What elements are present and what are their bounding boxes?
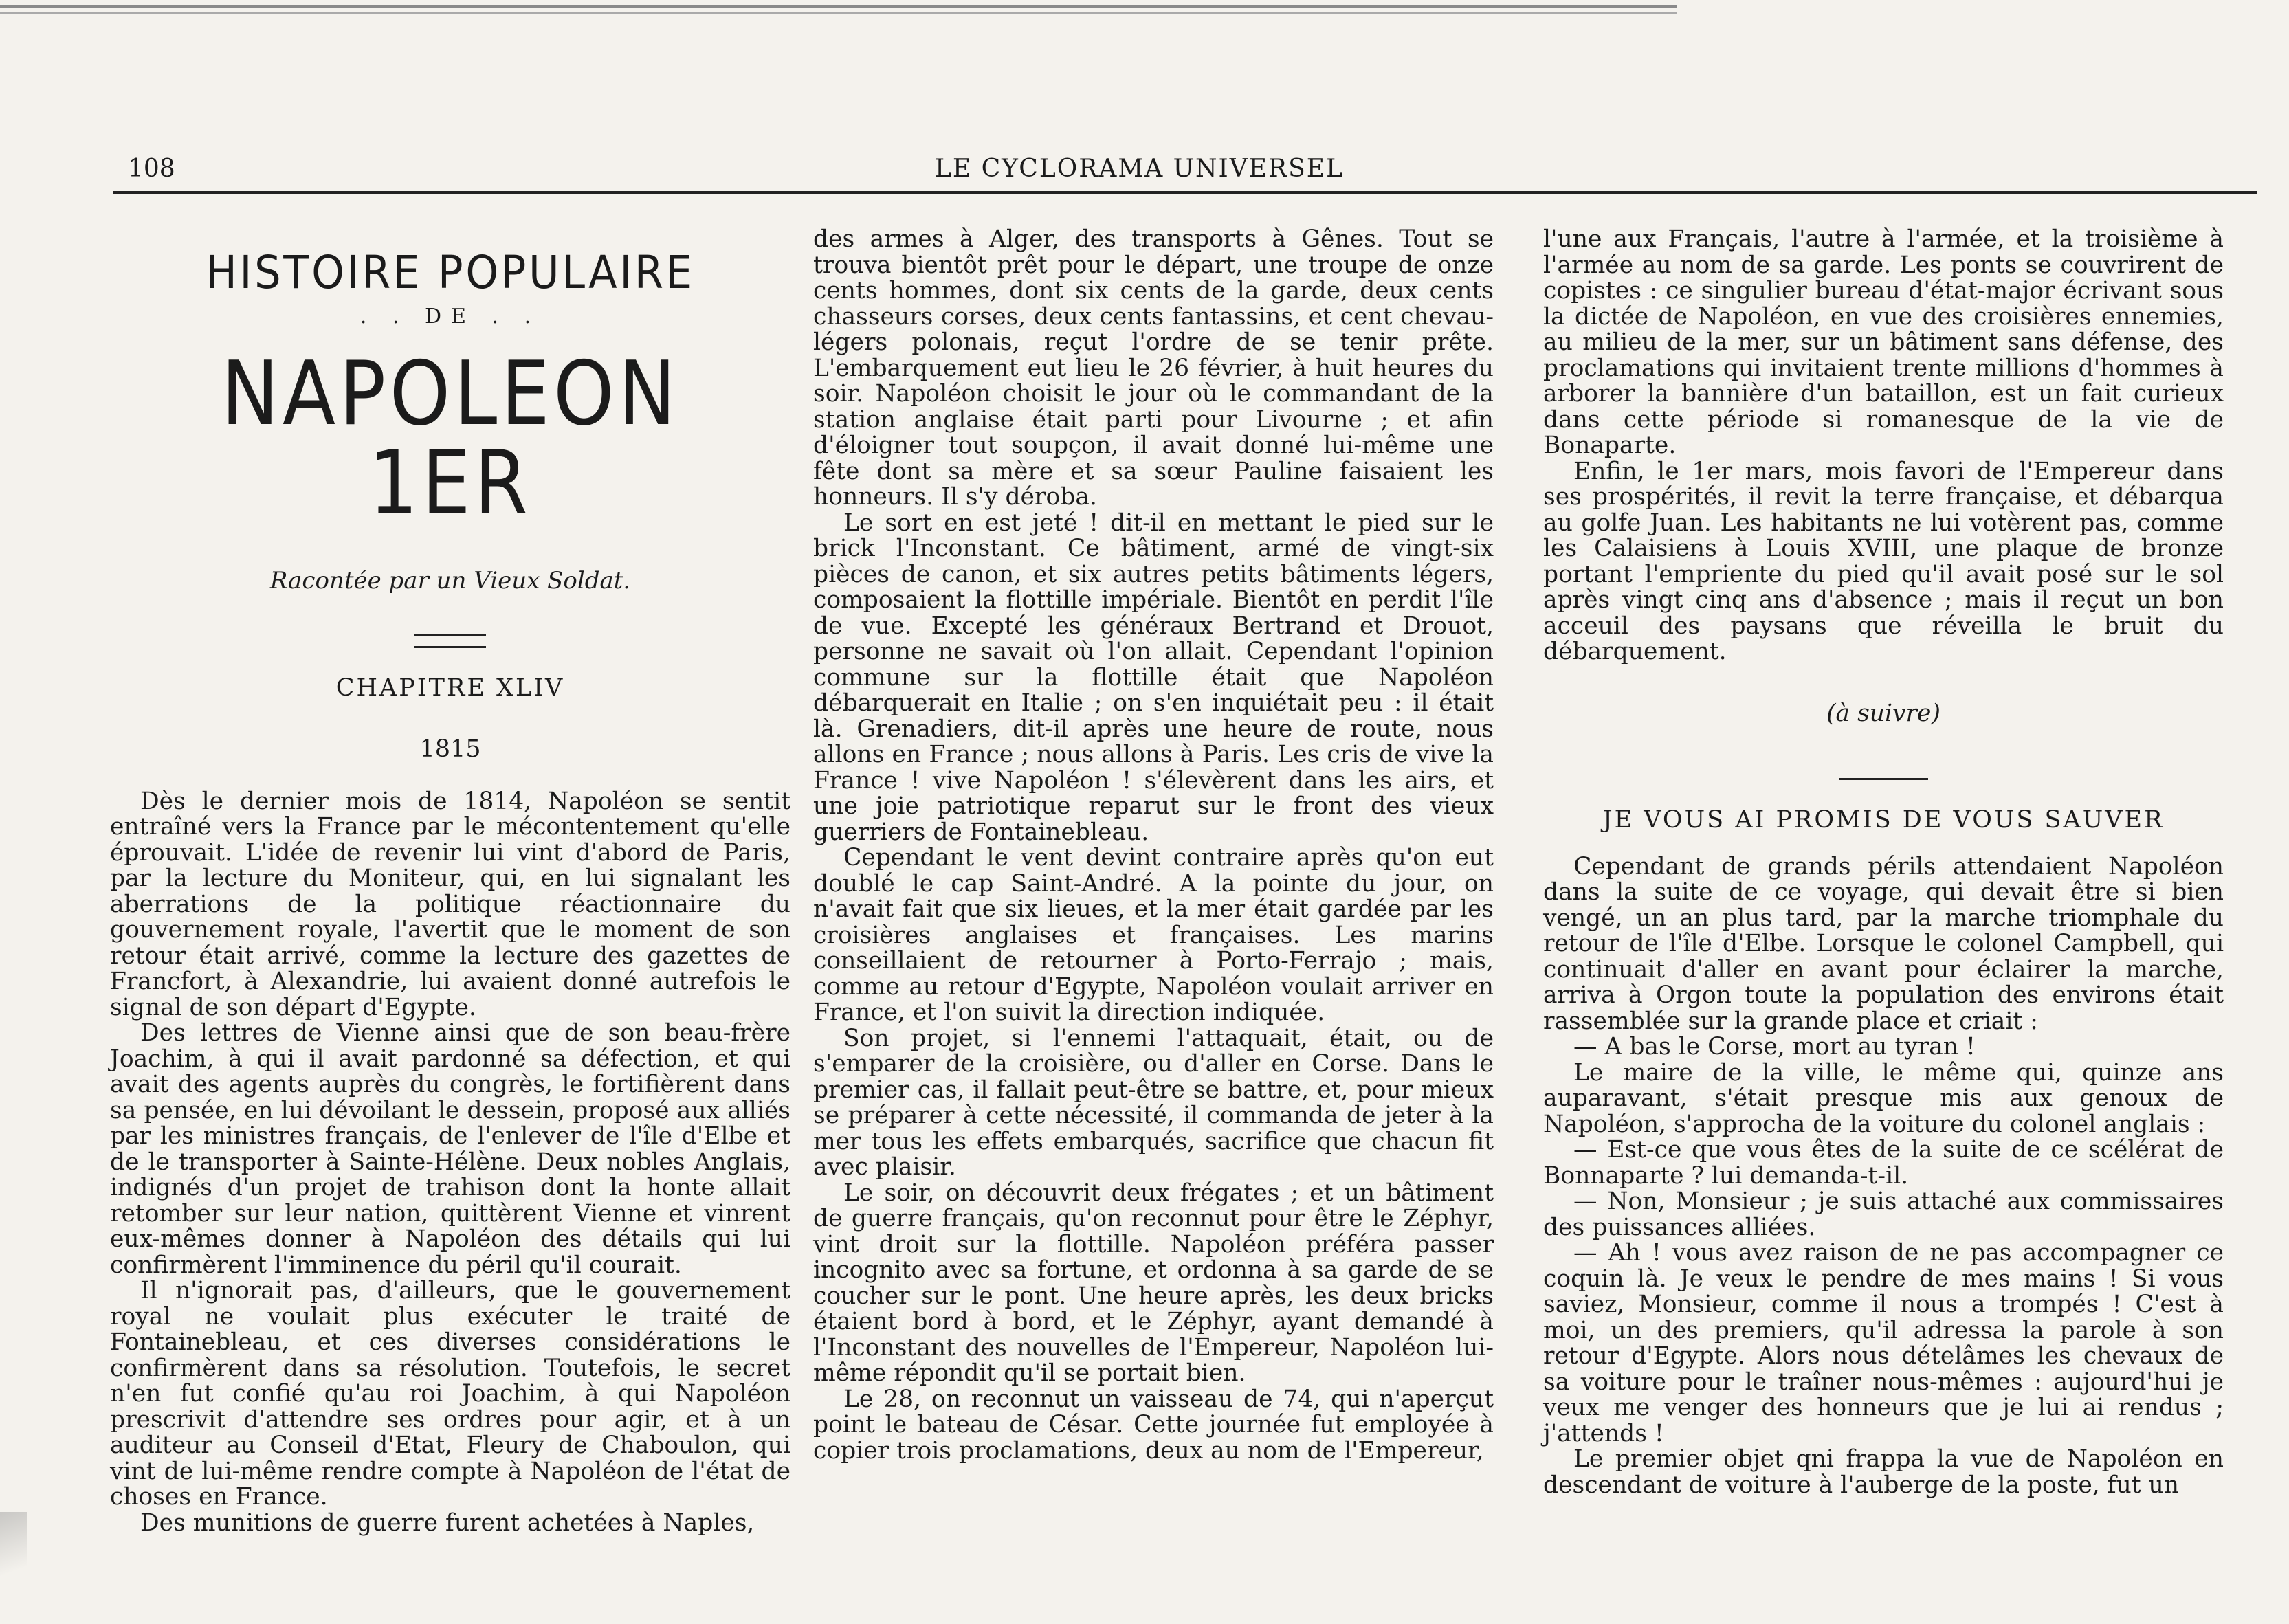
paragraph: Des lettres de Vienne ainsi que de son beau-frère Joachim, à qui il avait pardonné sa défection, et qui avait des agents auprès du congrès, le fortifièrent dans sa pensée, en lui dévoilant le dessein, proposé aux alliés par les ministres français, de l'enlever de l'île d'Elbe et de le transporter à Sainte-Hélène. Deux nobles Anglais, indignés d'un projet de trahison dont la honte allait retomber sur leur nation, quittèrent Vienne et vinrent eux-mêmes donner à Napoléon des détails qui lui confirmèrent l'imminence du péril qu'il courait.	[110, 1019, 790, 1279]
paragraph: — A bas le Corse, mort au tyran !	[1573, 1033, 1976, 1060]
paragraph: Cependant de grands périls attendaient Napoléon dans la suite de ce voyage, qui devait être si bien vengé, un an plus tard, par la marche triomphale du retour de l'île d'Elbe. Lorsque le colonel Campbell, qui continuait d'aller en avant pour éclairer la marche, arriva à Orgon toute la population des environs était rassemblée sur la grande place et criait :	[1543, 852, 2224, 1035]
scan-margin-smudge	[0, 1512, 27, 1594]
top-scan-rule	[0, 5, 1677, 8]
column-1	[110, 227, 790, 1536]
paragraph: — Est-ce que vous êtes de la suite de ce scélérat de Bonnaparte ? lui demanda-t-il.	[1543, 1136, 2224, 1190]
title-block	[110, 246, 790, 594]
title-line-2: NAPOLEON 1ER	[221, 343, 680, 535]
paragraph: Son projet, si l'ennemi l'attaquait, était, ou de s'emparer de la croisière, ou d'aller en Corse. Dans le premier cas, il fallait peut-être se battre, et, pour mieux se préparer à cette nécessité, il commanda de jeter à la mer tous les effets embarqués, sacrifice que chacun fit avec plaisir.	[813, 1024, 1494, 1181]
ornament-divider	[414, 634, 486, 648]
paragraph: des armes à Alger, des transports à Gênes. Tout se trouva bientôt prêt pour le départ, une troupe de onze cents hommes, dont six cents de la garde, deux cents chasseurs corses, deux cents fantassins, et cent chevau-légers polonais, reçut l'ordre de se tenir prête. L'embarquement eut lieu le 26 février, à huit heures du soir. Napoléon choisit le jour où le commandant de la station anglaise était parti pour Livourne ; et afin d'éloigner tout soupçon, il avait donné lui-même une fête dont sa mère et sa sœur Pauline faisaient les honneurs. Il s'y déroba.	[813, 225, 1494, 511]
column-3	[1543, 227, 2224, 1498]
to-be-continued: (à suivre)	[1826, 699, 1940, 727]
paragraph: Cependant le vent devint contraire après qu'on eut doublé le cap Saint-André. A la pointe du jour, on n'avait fait que six lieues, et la mer était gardée par les croisières anglaises et françaises. Les marins conseillaient de retourner à Porto-Ferrajo ; mais, comme au retour d'Egypte, Napoléon voulait arriver en France, et l'on suivit la direction indiquée.	[813, 844, 1494, 1026]
running-title: LE CYCLORAMA UNIVERSEL	[935, 155, 1344, 183]
paragraph: l'une aux Français, l'autre à l'armée, et la troisième à l'armée au nom de sa garde. Les ponts se couvrirent de copistes : ce singulier bureau d'état-major écrivant sous la dictée de Napoléon, en vue des croisières ennemies, au milieu de la mer, sur un bâtiment sans défense, des proclamations qui invitaient trente millions d'hommes à arborer la bannière d'un bataillon, est un fait curieux dans cette période si romanesque de la vie de Bonaparte.	[1543, 225, 2224, 459]
paragraph: Des munitions de guerre furent achetées à Naples,	[140, 1509, 755, 1537]
subtitle: Racontée par un Vieux Soldat.	[269, 567, 631, 594]
paragraph: Le maire de la ville, le même qui, quinze ans auparavant, s'était presque mis aux genoux de Napoléon, s'approcha de la voiture du colonel anglais :	[1543, 1058, 2224, 1138]
chapter-heading: CHAPITRE XLIV	[335, 674, 565, 702]
top-scan-rule-thin	[0, 12, 1677, 14]
paragraph: Le premier objet qni frappa la vue de Napoléon en descendant de voiture à l'auberge de la poste, fut un	[1543, 1445, 2224, 1499]
paragraph: Le 28, on reconnut un vaisseau de 74, qui n'aperçut point le bateau de César. Cette journée fut employée à copier trois proclamations, deux au nom de l'Empereur,	[813, 1385, 1494, 1465]
paragraph: Le sort en est jeté ! dit-il en mettant le pied sur le brick l'Inconstant. Ce bâtiment, armé de vingt-six pièces de canon, et six autres petits bâtiments légers, composaient la flottille impériale. Bientôt en perdit l'île de vue. Excepté les généraux Bertrand et Drouot, personne ne savait où l'on allait. Cependant l'opinion commune sur la flottille était que Napoléon débarquerait en Italie ; on s'en inquiétait peu : il était là. Grenadiers, dit-il après une heure de route, nous allons en France ; nous allons à Paris. Les cris de vive la France ! vive Napoléon ! s'élevèrent dans les airs, et une joie patriotique reparut sur le front des vieux guerriers de Fontainebleau.	[813, 509, 1494, 846]
header-rule	[113, 191, 2257, 194]
page-number: 108	[128, 155, 175, 183]
section-divider	[1839, 778, 1928, 780]
column-2	[813, 227, 1494, 1464]
title-de: . . DE . .	[360, 304, 541, 329]
paragraph: Dès le dernier mois de 1814, Napoléon se sentit entraîné vers la France par le mécontentement qu'elle éprouvait. L'idée de revenir lui vint d'abord de Paris, par la lecture du Moniteur, qui, en lui signalant les aberrations de la politique réactionnaire du gouvernement royale, l'avertit que le moment de son retour était arrivé, comme la lecture des gazettes de Francfort, à Alexandrie, lui avaient donné autrefois le signal de son départ d'Egypte.	[110, 787, 790, 1021]
paragraph: — Non, Monsieur ; je suis attaché aux commissaires des puissances alliées.	[1543, 1188, 2224, 1241]
section-title: JE VOUS AI PROMIS DE VOUS SAUVER	[1602, 806, 2165, 834]
paragraph: Enfin, le 1er mars, mois favori de l'Empereur dans ses prospérités, il revit la terre française, et débarqua au golfe Juan. Les habitants ne lui votèrent pas, comme les Calaisiens à Louis XVIII, une plaque de bronze portant l'empriente du pied qu'il avait posé sur le sol après vingt cinq ans d'absence ; mais il reçut un bon acceuil des paysans que réveilla le bruit du débarquement.	[1543, 457, 2224, 665]
chapter-year: 1815	[419, 735, 481, 763]
paragraph: Il n'ignorait pas, d'ailleurs, que le gouvernement royal ne voulait plus exécuter le traité de Fontainebleau, et ces diverses considérations le confirmèrent dans sa résolution. Toutefois, le secret n'en fut confié qu'au roi Joachim, à qui Napoléon prescrivit d'attendre ses ordres pour agir, et à un auditeur au Conseil d'Etat, Fleury de Chaboulon, qui vint de lui-même rendre compte à Napoléon de l'état de choses en France.	[110, 1277, 790, 1511]
paragraph: — Ah ! vous avez raison de ne pas accompagner ce coquin là. Je veux le pendre de mes mains ! Si vous saviez, Monsieur, comme il nous a trompés ! C'est à moi, un des premiers, qu'il adressa la parole à son retour d'Egypte. Alors nous dételâmes les chevaux de sa voiture pour le traîner nous-mêmes : aujourd'hui je veux me venger des honneurs que je lui ai rendus ; j'attends !	[1543, 1239, 2224, 1447]
paragraph: Le soir, on découvrit deux frégates ; et un bâtiment de guerre français, qu'on reconnut pour être le Zéphyr, vint droit sur la flottille. Napoléon préféra passer incognito avec sa fortune, et ordonna à sa garde de se coucher sur le pont. Une heure après, les deux bricks étaient bord à bord, et le Zéphyr, ayant demandé à l'Inconstant des nouvelles de l'Empereur, Napoléon lui-même répondit qu'il se portait bien.	[813, 1179, 1494, 1387]
title-line-1: HISTOIRE POPULAIRE	[206, 246, 695, 299]
